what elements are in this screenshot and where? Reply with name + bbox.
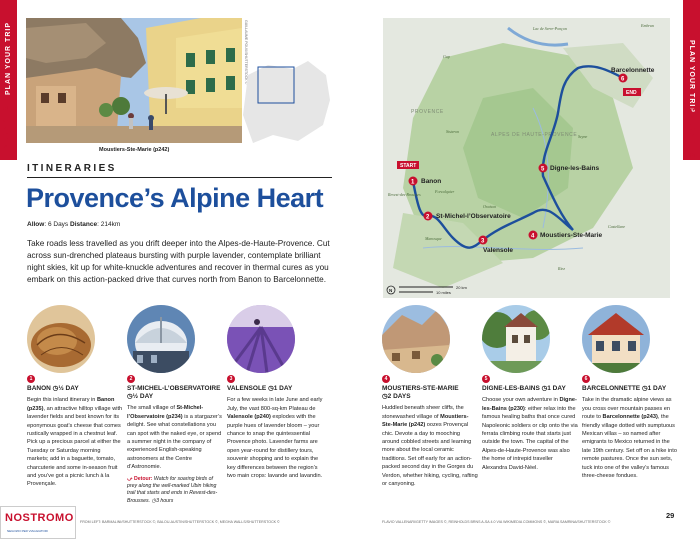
stop-name-2: ST-MICHEL-L’OBSERVATOIRE ◷½ DAY (127, 385, 221, 401)
map-stop-1 (409, 177, 442, 186)
svg-text:5: 5 (541, 166, 545, 173)
page-number: 29 (666, 511, 675, 520)
hero-photo-credit: GUILLAUME POUX/SHUTTERSTOCK © (244, 20, 248, 85)
map-end-label: END (626, 90, 637, 96)
photo-banon (27, 305, 95, 373)
stop-name-4: MOUSTIERS-STE-MARIE ◷2 DAYS (382, 385, 459, 401)
map-place-castellane: Castellane (608, 224, 626, 229)
stop-number-2: 2 (127, 375, 135, 383)
stop-6 (582, 375, 678, 480)
stop-4 (382, 375, 478, 488)
stop-name-6: BARCELONNETTE ◷1 DAY (582, 385, 667, 393)
stop-2 (127, 375, 223, 505)
detour-note: ⤻ Detour: Watch for soaring birds of prey along the well-marked Ubin hiking trail that starts and ends in Revest-des-Brousses. ◷3 hours (127, 475, 218, 504)
stop-number-3: 3 (227, 375, 235, 383)
clock-icon: ◷ (127, 393, 133, 401)
map-region-provence: PROVENCE (411, 109, 444, 115)
photo-moustiers (382, 305, 450, 373)
trip-meta (27, 221, 120, 228)
map-region-alpes: ALPES DE HAUTE-PROVENCE (491, 132, 578, 138)
map-place-seyne: Seyne (578, 134, 588, 139)
photo-credits-right: FLAVIO VALLENARI/GETTY IMAGES ©, REINHOLDS BRNS A-SA 4.0 VIA WIKIMEDIA COMMONS ©, MARIA SAMRINA/SHUTTERSTOCK © (382, 520, 611, 524)
svg-text:6: 6 (621, 76, 625, 83)
stop-name-1: BANON ◷½ DAY (27, 385, 79, 393)
route-map (383, 18, 670, 298)
clock-icon: ◷ (641, 385, 648, 393)
stop-body-3: For a few weeks in late June and early July, the vast 800-sq-km Plateau de Valensole (p240) explodes with the purple hues of lavender bloom – your chance to snap the quintessential Provence photo. Lavender farms are open year-round for distillery tours, souvenir shopping and to explain the key differences between the region’s two main crops: lavande and lavandin. (227, 397, 323, 480)
spine-label-plan-left: PLAN YOUR TRIP (5, 22, 12, 95)
hero-photo-moustiers (26, 18, 242, 143)
stop-number-5: 5 (482, 375, 490, 383)
photo-credits-left: FROM LEFT: BARMALINI/SHUTTERSTOCK ©, BALOU-AUSTIN/SHUTTERSTOCK ©, MEGHA WALLS/SHUTTERSTOCK © (80, 520, 280, 524)
map-place-manosque: Manosque (425, 236, 442, 241)
svg-text:20 km: 20 km (456, 285, 467, 290)
svg-text:Valensole: Valensole (483, 247, 513, 254)
stop-number-1: 1 (27, 375, 35, 383)
stop-3 (227, 375, 323, 480)
stop-5 (482, 375, 578, 472)
stop-1 (27, 375, 123, 489)
map-place-embrun: Embrun (641, 23, 654, 28)
kicker-divider (27, 177, 332, 178)
clock-icon: ◷ (268, 385, 274, 393)
hero-photo-caption: Moustiers-Ste-Marie (p242) (99, 147, 170, 153)
stop-body-6: Take in the dramatic alpine views as you cross over mountain passes en route to Barcelonnette (p243), the friendly village dotted with sumptuous Mexican villas – so named after emigrants to Mexico returned in the late 19th century. Set off on a hike into remote pastures. Once the sun sets, tuck into one of the valley’s famous three-cheese fondues. (582, 397, 677, 480)
stop-name-3: VALENSOLE ◷1 DAY (227, 385, 293, 393)
distance-label: Distance (70, 221, 98, 228)
photo-observatoire (127, 305, 195, 373)
map-place-revest: Revest-des-Brousses (388, 192, 421, 197)
spine-label-plan-right: PLAN YOUR TRIP (688, 40, 695, 113)
clock-icon: ◷ (151, 497, 157, 504)
clock-icon: ◷ (52, 385, 59, 393)
spine-label-itineraries-left: ITINERARIES (3, 104, 10, 160)
locator-map (238, 55, 333, 150)
map-place-gap: Gap (443, 54, 450, 59)
nostromo-logo (0, 506, 76, 539)
map-place-riez: Riez (558, 266, 565, 271)
detour-icon: ⤻ (127, 475, 134, 482)
stop-body-4: Huddled beneath sheer cliffs, the stonewashed village of Moustiers-Ste-Marie (p242) oozes Provençal chic. Devote a day to mooching around cobbled streets and learning more about the local ceramic traditions. Set off early for an action-packed second day in the Gorges du Verdon, whether hiking, cycling, rafting or canyoning. (382, 405, 478, 488)
map-stop-2 (424, 212, 512, 221)
svg-text:N: N (389, 288, 393, 293)
photo-digne (482, 305, 550, 373)
page-title: Provence’s Alpine Heart (26, 183, 324, 213)
logo-wordmark: NOSTROMO (5, 512, 74, 524)
svg-text:Moustiers-Ste-Marie: Moustiers-Ste-Marie (540, 232, 603, 239)
map-place-lac-serre-poncon: Lac de Serre-Ponçon (533, 26, 567, 31)
map-place-forcalquier: Forcalquier (435, 189, 455, 194)
photo-valensole (227, 305, 295, 373)
intro-paragraph: Take roads less travelled as you drift deeper into the Alpes-de-Haute-Provence. Cut across sun-drenched plateaus bursting with purple lavender, contemplate brilliant night skies, kit up for white-knuckle adventures and recover in thermal cures as you embark on this action-packed drive that curves north from Banon to Barcelonnette. (27, 239, 330, 284)
svg-text:Digne-les-Bains: Digne-les-Bains (550, 165, 600, 172)
svg-text:Barcelonnette: Barcelonnette (611, 67, 655, 74)
stop-body-5: Choose your own adventure in Digne-les-Bains (p230): either relax into the famous healing baths that once cured Napoleonic soldiers or clip onto the via ferrata climbing route that starts just outside the town. The capital of the Alpes-de-Haute-Provence was also the home of intrepid traveller Alexandra David-Néel. (482, 397, 578, 471)
stop-body-1: Begin this inland itinerary in Banon (p235), an attractive hilltop village with lavender fields and best known for its eponymous goat’s cheese that comes rustically wrapped in a chestnut leaf. Pick up a precious parcel at either the Tuesday or Saturday morning markets; add in a baguette, tomato, charcuterie and some in-season fruit and you’ve got a picnic lunch à la Provençale. (27, 397, 123, 488)
svg-text:10 miles: 10 miles (436, 290, 451, 295)
stop-name-5: DIGNE-LES-BAINS ◷1 DAY (482, 385, 566, 393)
map-stop-4 (529, 231, 603, 240)
svg-text:2: 2 (426, 214, 430, 221)
svg-text:4: 4 (531, 233, 535, 240)
distance-value: : 214km (97, 221, 121, 228)
section-kicker: ITINERARIES (27, 163, 117, 174)
map-place-oraison: Oraison (483, 204, 497, 209)
allow-value: : 6 Days (44, 221, 70, 228)
map-place-sisteron: Sisteron (446, 129, 459, 134)
photo-barcelonnette (582, 305, 650, 373)
allow-label: Allow (27, 221, 45, 228)
stop-body-2: The small village of St-Michel-l’Observatoire (p234) is a stargazer’s delight. See what constellations you can spot with the naked eye, or spend a summer night in the company of experienced English-speaking astronomers at the Centre d’Astronomie. (127, 405, 222, 471)
svg-text:1: 1 (411, 179, 415, 186)
map-start-label: START (400, 163, 417, 169)
svg-text:3: 3 (481, 238, 485, 245)
spine-label-itineraries-right: ITINERARIES (688, 103, 695, 159)
stop-number-6: 6 (582, 375, 590, 383)
svg-text:St-Michel-l’Observatoire: St-Michel-l’Observatoire (436, 213, 511, 220)
clock-icon: ◷ (382, 393, 388, 401)
svg-text:Banon: Banon (421, 178, 442, 185)
clock-icon: ◷ (541, 385, 548, 393)
stop-number-4: 4 (382, 375, 390, 383)
logo-tagline: NEGOZIO PER VIAGGIATORI (7, 529, 48, 533)
